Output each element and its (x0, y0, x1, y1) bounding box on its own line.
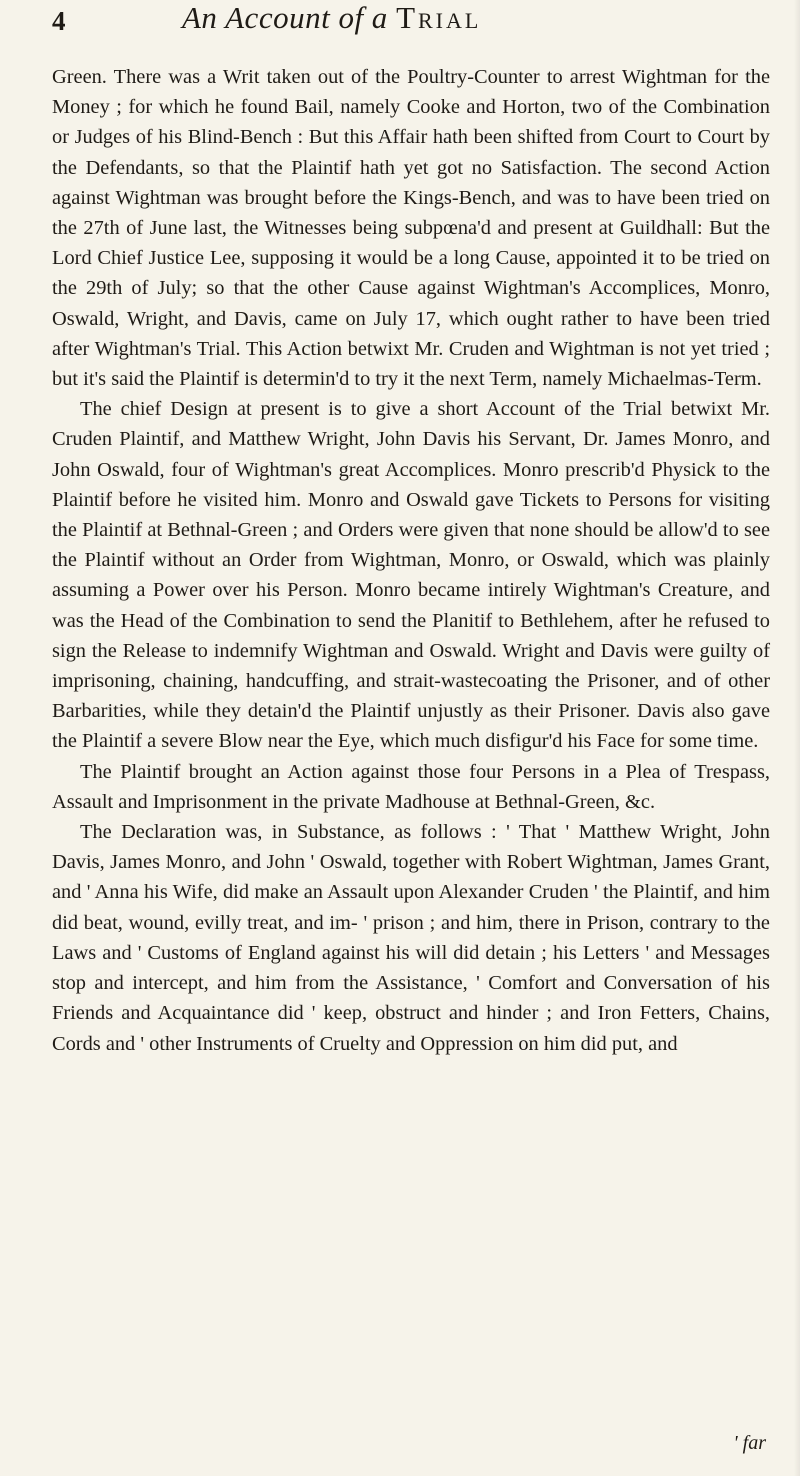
paragraph: The Plaintif brought an Action against those four Persons in a Plea of Trespass, Assault and Imprisonment in the private Madhouse at Bethnal-Green, &c. (52, 760, 770, 813)
running-head-title: An Account of a (182, 0, 388, 35)
running-head (182, 0, 481, 36)
running-head-trial: Trial (396, 0, 482, 35)
paragraph: Green. There was a Writ taken out of the Poultry-Counter to arrest Wightman for the Money ; for which he found Bail, namely Cooke and Horton, two of the Combination or Judges of his Blind-Bench : But this Affair hath been shifted from Court to Court by the Defendants, so that the Plaintif hath yet got no Satisfaction. The second Action against Wightman was brought before the Kings-Bench, and was to have been tried on the 27th of June last, the Witnesses being subpœna'd and present at Guildhall: But the Lord Chief Justice Lee, supposing it would be a long Cause, appointed it to be tried on the 29th of July; so that the other Cause against Wightman's Accomplices, Monro, Oswald, Wright, and Davis, came on July 17, which ought rather to have been tried after Wightman's Trial. This Action betwixt Mr. Cruden and Wightman is not yet tried ; but it's said the Plaintif is determin'd to try it the next Term, namely Michaelmas-Term. (52, 66, 770, 391)
page-header (52, 0, 770, 46)
paragraph: The chief Design at present is to give a short Account of the Trial betwixt Mr. Cruden Plaintif, and Matthew Wright, John Davis his Servant, Dr. James Monro, and John Oswald, four of Wightman's great Accomplices. Monro prescrib'd Physick to the Plaintif before he visited him. Monro and Oswald gave Tickets to Persons for visiting the Plaintif at Bethnal-Green ; and Orders were given that none should be allow'd to see the Plaintif without an Order from Wightman, Monro, or Oswald, which was plainly assuming a Power over his Person. Monro became intirely Wightman's Creature, and was the Head of the Combination to send the Planitif to Bethlehem, after he refused to sign the Release to indemnify Wightman and Oswald. Wright and Davis were guilty of imprisoning, chaining, handcuffing, and strait-wastecoating the Prisoner, and of other Barbarities, while they detain'd the Plaintif unjustly as their Prisoner. Davis also gave the Plaintif a severe Blow near the Eye, which much disfigur'd his Face for some time. (52, 398, 770, 753)
page-number: 4 (52, 6, 66, 36)
catchword: ' far (733, 1432, 766, 1454)
paragraph: The Declaration was, in Substance, as follows : ' That ' Matthew Wright, John Davis, James Monro, and John ' Oswald, together with Robert Wightman, James Grant, and ' Anna his Wife, did make an Assault upon Alexander Cruden ' the Plaintif, and him did beat, wound, evilly treat, and im- ' prison ; and him, there in Prison, contrary to the Laws and ' Customs of England against his will did detain ; his Letters ' and Messages stop and intercept, and him from the Assistance, ' Comfort and Conversation of his Friends and Acquaintance did ' keep, obstruct and hinder ; and Iron Fetters, Chains, Cords and ' other Instruments of Cruelty and Oppression on him did put, and (52, 821, 770, 1055)
page-edge-shadow (794, 0, 800, 1476)
body-text (52, 62, 770, 1059)
